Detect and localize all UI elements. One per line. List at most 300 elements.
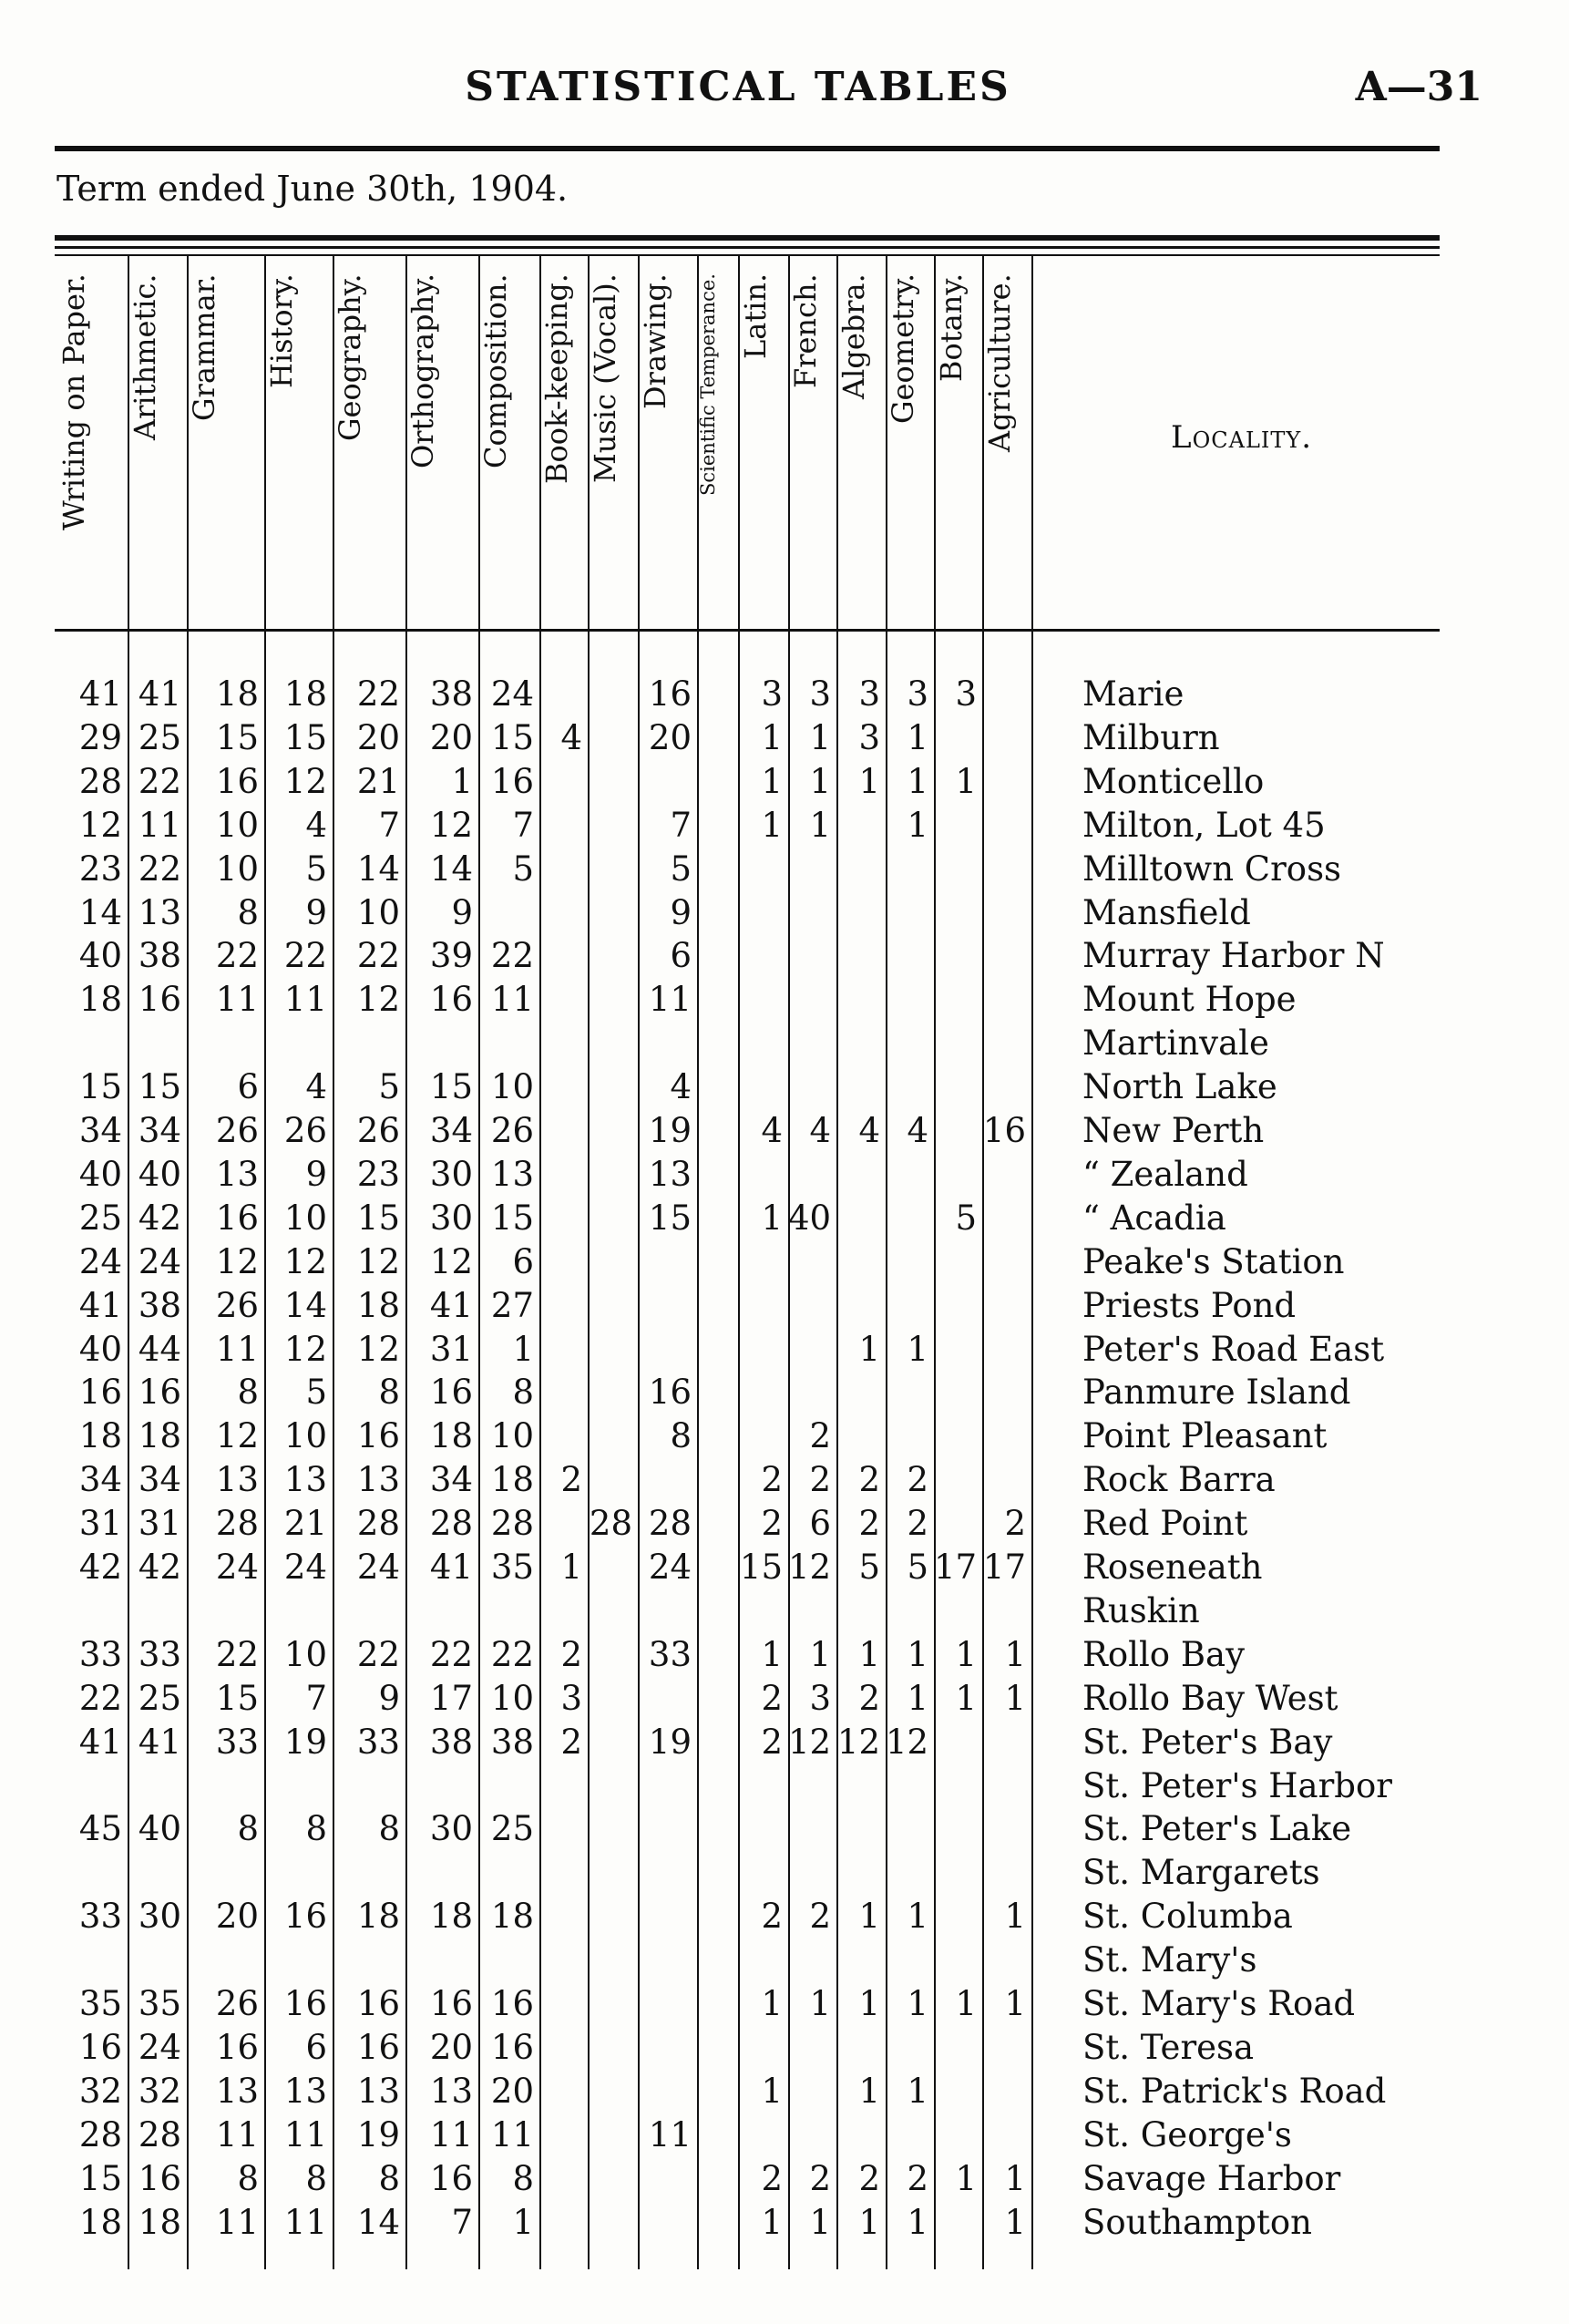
cell-drawing: [638, 1851, 692, 1894]
cell-latin: 1: [761, 805, 783, 845]
cell-geometry: [886, 1065, 928, 1108]
cell-orthography: 15: [429, 1067, 473, 1107]
cell-music: [588, 1851, 632, 1894]
cell-composition: 11: [490, 980, 534, 1020]
cell-orthography: [405, 1938, 473, 1981]
table-row: [0, 1546, 1569, 1589]
cell-drawing: 16: [648, 1373, 692, 1413]
cell-geometry: 1: [907, 1984, 928, 2023]
cell-music: [588, 1589, 632, 1632]
cell-music: [588, 1764, 632, 1807]
locality-name: “ Acadia: [1082, 1198, 1226, 1238]
cell-writing: 14: [78, 892, 122, 932]
column-header-geography: Geography.: [333, 273, 367, 441]
table-row: [0, 804, 1569, 847]
cell-writing: 28: [78, 2114, 122, 2154]
cell-writing: 23: [78, 848, 122, 889]
cell-history: [264, 1022, 327, 1064]
table-row: [0, 2157, 1569, 2200]
cell-composition: 24: [490, 674, 534, 714]
table-row: [0, 1284, 1569, 1327]
locality-name: Marie: [1082, 674, 1184, 714]
cell-botany: 1: [955, 1634, 977, 1674]
cell-geography: 15: [356, 1198, 400, 1238]
cell-geography: 8: [378, 1373, 400, 1413]
cell-arithmetic: [128, 1589, 181, 1632]
cell-bookkeeping: 4: [560, 717, 582, 757]
cell-arithmetic: 40: [138, 1154, 181, 1194]
cell-algebra: 1: [858, 2202, 880, 2242]
cell-music: [588, 934, 632, 977]
cell-geography: 16: [356, 1416, 400, 1456]
cell-drawing: [638, 1240, 692, 1283]
cell-geometry: 1: [907, 1329, 928, 1369]
cell-french: 12: [788, 1548, 832, 1587]
cell-composition: 35: [490, 1548, 534, 1587]
cell-composition: 22: [490, 936, 534, 976]
cell-temperance: [697, 1328, 733, 1371]
cell-geography: 23: [356, 1154, 400, 1194]
cell-latin: [738, 1938, 783, 1981]
cell-drawing: [638, 1982, 692, 2025]
locality-name: New Perth: [1082, 1111, 1265, 1150]
cell-history: 12: [283, 1241, 327, 1281]
cell-writing: 16: [78, 1373, 122, 1413]
cell-orthography: 39: [429, 936, 473, 976]
cell-orthography: [405, 1764, 473, 1807]
cell-music: [588, 1371, 632, 1414]
cell-algebra: 1: [858, 1329, 880, 1369]
cell-temperance: [697, 1633, 733, 1676]
cell-writing: 35: [78, 1984, 122, 2023]
cell-arithmetic: 42: [138, 1548, 181, 1587]
cell-geography: 18: [356, 1897, 400, 1937]
cell-temperance: [697, 2026, 733, 2069]
cell-agriculture: [982, 1284, 1026, 1327]
cell-arithmetic: 11: [138, 805, 181, 845]
column-header-history: History.: [264, 273, 299, 388]
cell-music: [588, 1546, 632, 1589]
locality-name: St. Patrick's Road: [1082, 2071, 1387, 2111]
cell-drawing: 11: [648, 980, 692, 1020]
cell-botany: [934, 891, 977, 934]
cell-drawing: [638, 1589, 692, 1632]
cell-history: 9: [305, 892, 327, 932]
table-row: [0, 1153, 1569, 1196]
cell-arithmetic: [128, 1764, 181, 1807]
table-row: [0, 2201, 1569, 2244]
cell-grammar: [187, 1764, 259, 1807]
cell-latin: 2: [761, 1722, 783, 1762]
cell-bookkeeping: [539, 2026, 582, 2069]
cell-temperance: [697, 1109, 733, 1152]
cell-arithmetic: 38: [138, 1285, 181, 1325]
cell-drawing: 8: [670, 1416, 692, 1456]
cell-bookkeeping: [539, 1240, 582, 1283]
cell-drawing: 20: [648, 717, 692, 757]
cell-agriculture: [982, 2070, 1026, 2113]
table-row: [0, 848, 1569, 890]
cell-french: [788, 2026, 831, 2069]
cell-botany: 3: [955, 674, 977, 714]
cell-history: 5: [305, 1373, 327, 1413]
cell-french: [788, 891, 831, 934]
cell-geography: 5: [378, 1067, 400, 1107]
cell-music: [588, 2201, 632, 2244]
cell-history: 18: [283, 674, 327, 714]
cell-arithmetic: 34: [138, 1111, 181, 1150]
cell-composition: 16: [490, 2027, 534, 2067]
cell-french: [788, 1807, 831, 1850]
cell-drawing: 33: [648, 1634, 692, 1674]
cell-drawing: 28: [648, 1504, 692, 1544]
cell-botany: [934, 1589, 977, 1632]
cell-french: [788, 1284, 831, 1327]
cell-botany: [934, 716, 977, 759]
cell-orthography: 31: [429, 1329, 473, 1369]
table-row: [0, 1982, 1569, 2025]
locality-name: St. Peter's Bay: [1082, 1722, 1333, 1762]
cell-french: 1: [809, 1984, 831, 2023]
cell-agriculture: [982, 1851, 1026, 1894]
cell-history: 10: [283, 1198, 327, 1238]
cell-music: [588, 1240, 632, 1283]
cell-drawing: [638, 1284, 692, 1327]
cell-orthography: 41: [429, 1548, 473, 1587]
cell-geography: 22: [356, 674, 400, 714]
cell-bookkeeping: [539, 1502, 582, 1545]
cell-agriculture: [982, 1197, 1026, 1239]
cell-drawing: 16: [648, 674, 692, 714]
cell-temperance: [697, 1546, 733, 1589]
cell-latin: 1: [761, 1984, 783, 2023]
cell-composition: 28: [490, 1504, 534, 1544]
cell-geography: 8: [378, 1809, 400, 1849]
cell-agriculture: 17: [982, 1548, 1026, 1587]
locality-name: Priests Pond: [1082, 1285, 1297, 1325]
cell-latin: [738, 2026, 783, 2069]
cell-algebra: [836, 1153, 880, 1196]
cell-grammar: 16: [215, 2027, 259, 2067]
locality-name: North Lake: [1082, 1067, 1277, 1107]
cell-grammar: 13: [215, 2071, 259, 2111]
cell-geometry: 2: [907, 1504, 928, 1544]
table-row: [0, 1197, 1569, 1239]
cell-agriculture: [982, 716, 1026, 759]
cell-geography: 21: [356, 761, 400, 801]
cell-agriculture: [982, 978, 1026, 1021]
table-row: [0, 1328, 1569, 1371]
cell-botany: 1: [955, 2158, 977, 2198]
cell-botany: [934, 1065, 977, 1108]
cell-geometry: [886, 891, 928, 934]
cell-botany: [934, 1414, 977, 1457]
cell-temperance: [697, 1982, 733, 2025]
cell-orthography: 20: [429, 2027, 473, 2067]
cell-geometry: [886, 1371, 928, 1414]
cell-agriculture: [982, 1938, 1026, 1981]
cell-composition: 20: [490, 2071, 534, 2111]
locality-name: Milton, Lot 45: [1082, 805, 1326, 845]
cell-botany: [934, 934, 977, 977]
divider: [55, 146, 1440, 151]
cell-writing: 25: [78, 1198, 122, 1238]
cell-temperance: [697, 1414, 733, 1457]
table-row: [0, 891, 1569, 934]
cell-grammar: 15: [215, 717, 259, 757]
column-header-bookkeeping: Book-keeping.: [539, 273, 574, 484]
cell-temperance: [697, 1153, 733, 1196]
cell-writing: 40: [78, 936, 122, 976]
cell-temperance: [697, 1895, 733, 1938]
cell-geometry: [886, 1764, 928, 1807]
cell-bookkeeping: [539, 2201, 582, 2244]
cell-algebra: [836, 1022, 880, 1064]
cell-algebra: [836, 848, 880, 890]
cell-botany: [934, 1240, 977, 1283]
cell-arithmetic: 16: [138, 2158, 181, 2198]
cell-grammar: 8: [237, 2158, 259, 2198]
cell-temperance: [697, 1677, 733, 1720]
cell-composition: [478, 891, 534, 934]
cell-arithmetic: 24: [138, 2027, 181, 2067]
cell-agriculture: 1: [1004, 1678, 1026, 1718]
cell-temperance: [697, 1807, 733, 1850]
cell-music: [588, 804, 632, 847]
cell-composition: [478, 1589, 534, 1632]
cell-history: 12: [283, 761, 327, 801]
cell-french: [788, 978, 831, 1021]
cell-history: 6: [305, 2027, 327, 2067]
cell-latin: 3: [761, 674, 783, 714]
cell-latin: [738, 2113, 783, 2156]
cell-orthography: 18: [429, 1897, 473, 1937]
cell-orthography: 16: [429, 1373, 473, 1413]
cell-agriculture: 1: [1004, 1634, 1026, 1674]
locality-name: Rock Barra: [1082, 1460, 1276, 1500]
cell-composition: 16: [490, 1984, 534, 2023]
cell-latin: [738, 891, 783, 934]
cell-temperance: [697, 2157, 733, 2200]
cell-botany: [934, 978, 977, 1021]
cell-grammar: 16: [215, 761, 259, 801]
cell-algebra: [836, 1764, 880, 1807]
cell-algebra: 3: [858, 717, 880, 757]
cell-grammar: 26: [215, 1111, 259, 1150]
cell-music: [588, 1284, 632, 1327]
locality-name: St. Peter's Harbor: [1082, 1765, 1392, 1805]
cell-agriculture: [982, 1589, 1026, 1632]
cell-arithmetic: 42: [138, 1198, 181, 1238]
cell-orthography: [405, 1851, 473, 1894]
cell-temperance: [697, 2201, 733, 2244]
cell-history: 8: [305, 1809, 327, 1849]
cell-geometry: [886, 1240, 928, 1283]
column-header-geometry: Geometry.: [886, 273, 920, 425]
cell-geography: 12: [356, 1329, 400, 1369]
cell-history: 4: [305, 1067, 327, 1107]
cell-latin: [738, 1328, 783, 1371]
cell-temperance: [697, 1938, 733, 1981]
cell-algebra: 4: [858, 1111, 880, 1150]
cell-french: 1: [809, 2202, 831, 2242]
cell-writing: 22: [78, 1678, 122, 1718]
cell-orthography: 34: [429, 1111, 473, 1150]
cell-drawing: [638, 2157, 692, 2200]
cell-french: 12: [788, 1722, 832, 1762]
cell-latin: [738, 1022, 783, 1064]
cell-latin: [738, 1240, 783, 1283]
header-divider: [55, 629, 1440, 632]
cell-arithmetic: 18: [138, 2202, 181, 2242]
cell-agriculture: [982, 2026, 1026, 2069]
cell-bookkeeping: [539, 1807, 582, 1850]
cell-french: [788, 1065, 831, 1108]
cell-music: [588, 1328, 632, 1371]
cell-music: [588, 673, 632, 715]
cell-latin: [738, 1764, 783, 1807]
cell-history: 21: [283, 1504, 327, 1544]
cell-orthography: 11: [429, 2114, 473, 2154]
cell-geography: [333, 1851, 400, 1894]
cell-latin: 1: [761, 761, 783, 801]
cell-algebra: 3: [858, 674, 880, 714]
cell-drawing: 11: [648, 2114, 692, 2154]
cell-composition: 18: [490, 1460, 534, 1500]
cell-writing: 34: [78, 1460, 122, 1500]
cell-french: [788, 848, 831, 890]
cell-algebra: [836, 1807, 880, 1850]
cell-grammar: 13: [215, 1460, 259, 1500]
cell-orthography: 30: [429, 1198, 473, 1238]
column-header-orthography: Orthography.: [405, 273, 440, 469]
locality-name: Peter's Road East: [1082, 1329, 1385, 1369]
cell-drawing: [638, 1022, 692, 1064]
cell-writing: [56, 1938, 122, 1981]
cell-french: [788, 934, 831, 977]
cell-agriculture: 1: [1004, 2202, 1026, 2242]
cell-geometry: [886, 1197, 928, 1239]
cell-latin: 2: [761, 1504, 783, 1544]
cell-geometry: [886, 1589, 928, 1632]
cell-agriculture: [982, 1458, 1026, 1501]
cell-history: 11: [283, 980, 327, 1020]
cell-botany: [934, 1371, 977, 1414]
cell-grammar: 8: [237, 1373, 259, 1413]
cell-agriculture: [982, 2113, 1026, 2156]
cell-latin: 2: [761, 1897, 783, 1937]
cell-french: 1: [809, 717, 831, 757]
cell-drawing: 7: [670, 805, 692, 845]
cell-geography: 13: [356, 2071, 400, 2111]
cell-grammar: 22: [215, 1634, 259, 1674]
cell-bookkeeping: [539, 1153, 582, 1196]
cell-geography: 28: [356, 1504, 400, 1544]
cell-french: 40: [788, 1198, 832, 1238]
cell-arithmetic: 22: [138, 761, 181, 801]
cell-latin: [738, 848, 783, 890]
cell-french: 1: [809, 1634, 831, 1674]
cell-arithmetic: 40: [138, 1809, 181, 1849]
cell-composition: [478, 1764, 534, 1807]
locality-name: Milburn: [1082, 717, 1220, 757]
cell-geography: 14: [356, 2202, 400, 2242]
cell-drawing: 9: [670, 892, 692, 932]
cell-geometry: 2: [907, 2158, 928, 2198]
cell-agriculture: 1: [1004, 2158, 1026, 2198]
term-caption: Term ended June 30th, 1904.: [56, 169, 569, 209]
column-header-arithmetic: Arithmetic.: [128, 273, 162, 440]
cell-history: 13: [283, 1460, 327, 1500]
cell-temperance: [697, 760, 733, 803]
cell-orthography: 38: [429, 674, 473, 714]
cell-history: 9: [305, 1154, 327, 1194]
cell-latin: [738, 1589, 783, 1632]
cell-drawing: [638, 1677, 692, 1720]
cell-music: [588, 1677, 632, 1720]
cell-history: 10: [283, 1416, 327, 1456]
locality-name: Peake's Station: [1082, 1241, 1345, 1281]
cell-geometry: 1: [907, 761, 928, 801]
cell-temperance: [697, 2070, 733, 2113]
cell-grammar: 11: [215, 980, 259, 1020]
cell-orthography: 12: [429, 1241, 473, 1281]
cell-french: [788, 1851, 831, 1894]
cell-composition: 15: [490, 1198, 534, 1238]
cell-grammar: 11: [215, 2202, 259, 2242]
cell-geometry: [886, 2113, 928, 2156]
cell-algebra: [836, 1851, 880, 1894]
cell-french: 3: [809, 674, 831, 714]
cell-composition: [478, 1022, 534, 1064]
cell-latin: 1: [761, 1634, 783, 1674]
cell-algebra: 1: [858, 761, 880, 801]
cell-music: [588, 1721, 632, 1764]
cell-latin: [738, 934, 783, 977]
cell-grammar: [187, 1938, 259, 1981]
cell-algebra: [836, 1589, 880, 1632]
cell-bookkeeping: [539, 1284, 582, 1327]
cell-bookkeeping: [539, 2157, 582, 2200]
cell-orthography: 28: [429, 1504, 473, 1544]
cell-composition: 15: [490, 717, 534, 757]
cell-geometry: 4: [907, 1111, 928, 1150]
cell-temperance: [697, 1458, 733, 1501]
cell-french: [788, 1022, 831, 1064]
cell-geometry: 1: [907, 1678, 928, 1718]
cell-grammar: 18: [215, 674, 259, 714]
cell-arithmetic: 33: [138, 1634, 181, 1674]
cell-geography: 24: [356, 1548, 400, 1587]
table-row: [0, 1065, 1569, 1108]
cell-latin: [738, 1371, 783, 1414]
cell-temperance: [697, 848, 733, 890]
cell-composition: 16: [490, 761, 534, 801]
cell-agriculture: [982, 1414, 1026, 1457]
cell-geography: 18: [356, 1285, 400, 1325]
cell-writing: 42: [78, 1548, 122, 1587]
cell-drawing: [638, 1938, 692, 1981]
locality-name: Monticello: [1082, 761, 1265, 801]
cell-drawing: 6: [670, 936, 692, 976]
column-header-algebra: Algebra.: [836, 273, 871, 399]
cell-music: [588, 2026, 632, 2069]
cell-geometry: [886, 848, 928, 890]
cell-agriculture: [982, 1764, 1026, 1807]
cell-bookkeeping: 3: [560, 1678, 582, 1718]
cell-drawing: 19: [648, 1111, 692, 1150]
cell-temperance: [697, 978, 733, 1021]
